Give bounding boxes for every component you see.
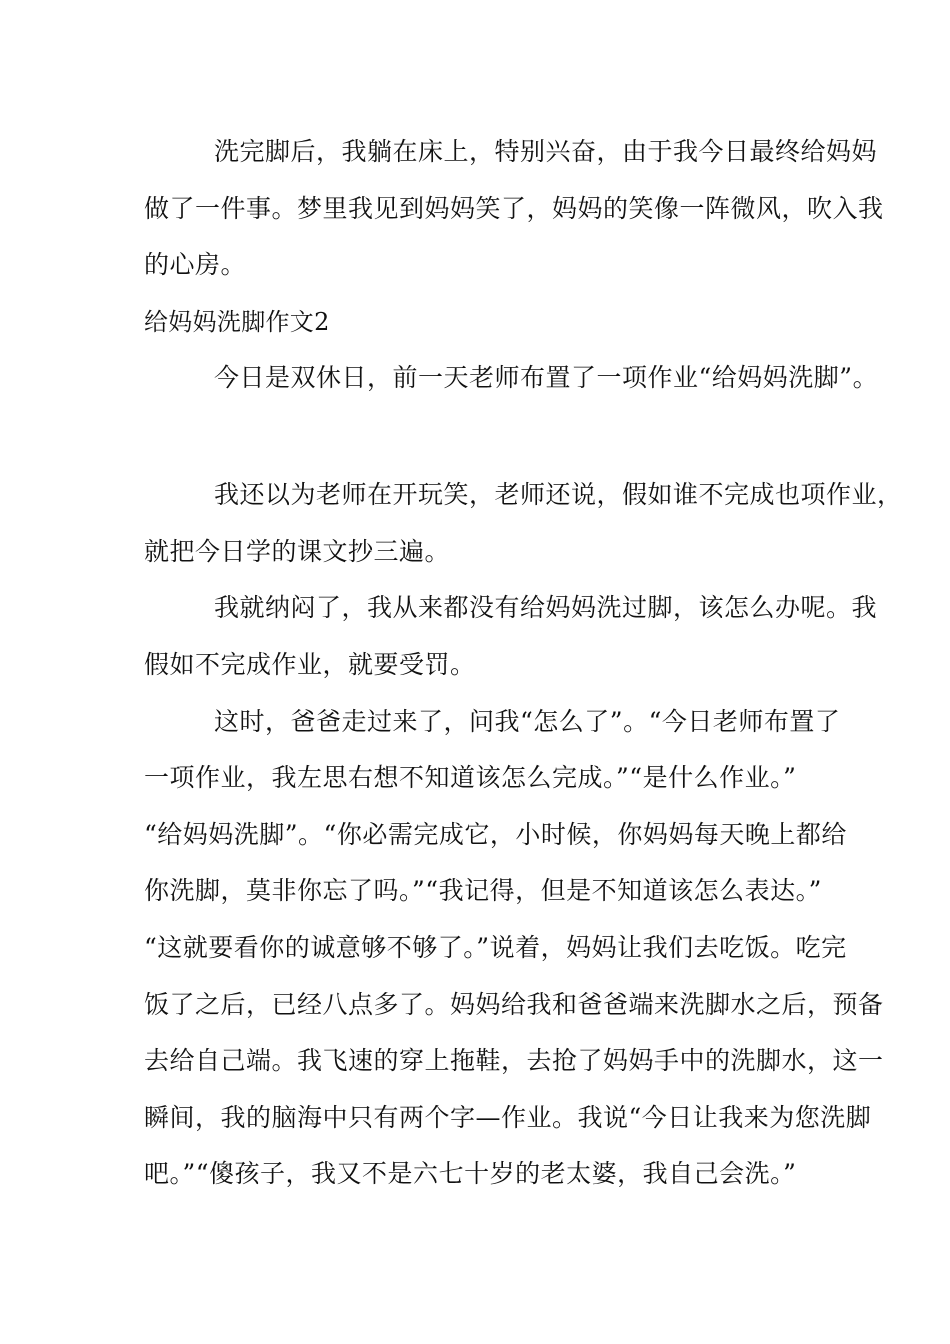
paragraph-5-line-3: “给妈妈洗脚”。“你必需完成它，小时候，你妈妈每天晚上都给 bbox=[144, 820, 847, 849]
paragraph-5-line-4: 你洗脚，莫非你忘了吗。”“我记得，但是不知道该怎么表达。” bbox=[144, 876, 822, 905]
paragraph-5-line-2: 一项作业，我左思右想不知道该怎么完成。”“是什么作业。” bbox=[144, 763, 797, 792]
paragraph-5-line-6: 饭了之后，已经八点多了。妈妈给我和爸爸端来洗脚水之后，预备 bbox=[144, 990, 884, 1019]
paragraph-1-line-3: 的心房。 bbox=[144, 250, 247, 279]
paragraph-2-line-1: 今日是双休日，前一天老师布置了一项作业“给妈妈洗脚”。 bbox=[214, 363, 879, 392]
paragraph-5-line-8: 瞬间，我的脑海中只有两个字—作业。我说“今日让我来为您洗脚 bbox=[144, 1103, 872, 1132]
section-heading: 给妈妈洗脚作文2 bbox=[144, 308, 330, 336]
paragraph-4-line-2: 假如不完成作业，就要受罚。 bbox=[144, 650, 476, 679]
paragraph-5-line-1: 这时，爸爸走过来了，问我“怎么了”。“今日老师布置了 bbox=[214, 707, 841, 736]
paragraph-1-line-2: 做了一件事。梦里我见到妈妈笑了，妈妈的笑像一阵微风，吹入我 bbox=[144, 194, 884, 223]
paragraph-3-line-1: 我还以为老师在开玩笑，老师还说，假如谁不完成也项作业， bbox=[214, 480, 903, 509]
paragraph-5-line-9: 吧。”“傻孩子，我又不是六七十岁的老太婆，我自己会洗。” bbox=[144, 1159, 797, 1188]
paragraph-4-line-1: 我就纳闷了，我从来都没有给妈妈洗过脚，该怎么办呢。我 bbox=[214, 593, 878, 622]
paragraph-5-line-7: 去给自己端。我飞速的穿上拖鞋，去抢了妈妈手中的洗脚水，这一 bbox=[144, 1046, 884, 1075]
paragraph-1-line-1: 洗完脚后，我躺在床上，特别兴奋，由于我今日最终给妈妈 bbox=[214, 137, 878, 166]
paragraph-3-line-2: 就把今日学的课文抄三遍。 bbox=[144, 537, 451, 566]
paragraph-5-line-5: “这就要看你的诚意够不够了。”说着，妈妈让我们去吃饭。吃完 bbox=[144, 933, 847, 962]
